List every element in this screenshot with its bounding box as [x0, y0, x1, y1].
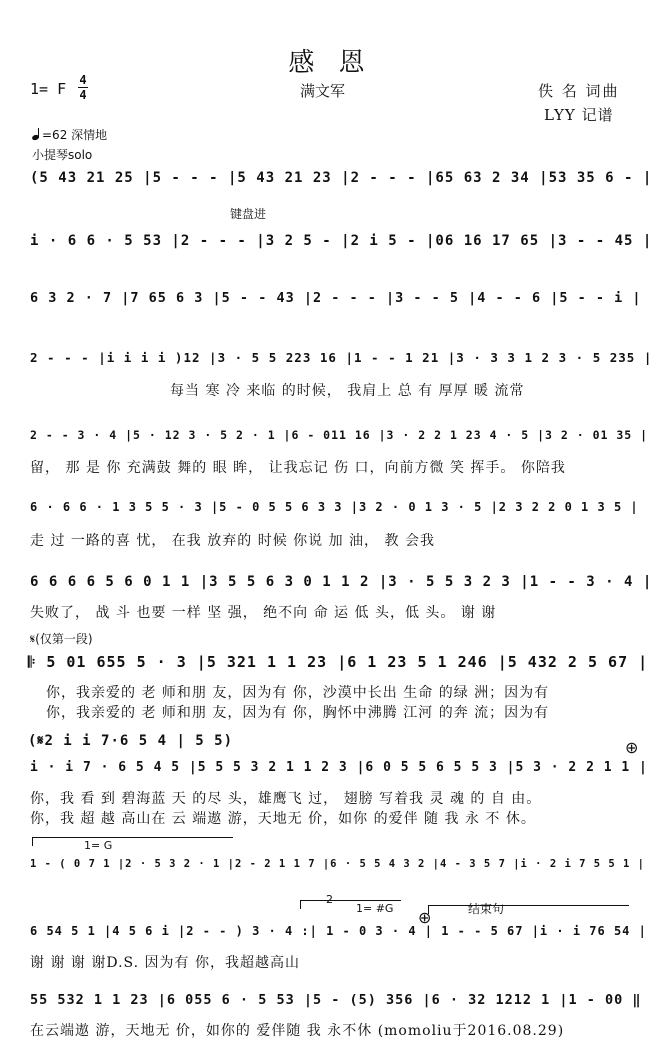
score-row-12-lyrics: 在云端遨 游，天地无 价，如你的 爱伴随 我 永不休 (momoliu于2016.08.29) [30, 1023, 565, 1039]
score-row-9-notes: i · i 7 · 6 5 4 5 |5 5 5 3 2 1 1 2 3 |6 0 5 5 6 5 5 3 |5 3 · 2 2 1 1 | [30, 760, 648, 775]
keyboard-in-note: 键盘进 [230, 207, 267, 221]
ending-bracket [428, 905, 629, 914]
segno-note: 𝄋(仅第一段) [30, 632, 93, 646]
volta-2-label: 2 [326, 893, 333, 906]
score-row-8-notes: 𝄆 5 01 655 5 · 3 |5 321 1 1 23 |6 1 23 5 1 246 |5 432 2 5 67 | [28, 653, 649, 671]
score-row-7-notes: 6 6 6 6 5 6 0 1 1 |3 5 5 6 3 0 1 1 2 |3 · 5 5 3 2 3 |1 - - 3 · 4 | [30, 574, 653, 590]
tempo-marking [32, 126, 107, 143]
quarter-note-icon [32, 128, 42, 140]
score-row-11-notes: 6 54 5 1 |4 5 6 i |2 - - ) 3 · 4 :| 1 - 0 3 · 4 | 1 - - 5 67 |i · i 76 54 | [30, 924, 647, 938]
tempo-text: =62 深情地 [42, 128, 108, 142]
coda-icon-ending: ⊕ [418, 908, 432, 927]
credit-lyrics-music: 佚 名 词曲 [538, 82, 620, 100]
volta-bracket-1 [32, 837, 233, 846]
score-row-4-notes: 2 - - - |i i i i )12 |3 · 5 5 223 16 |1 - - 1 21 |3 · 3 3 1 2 3 · 5 235 | [30, 350, 653, 365]
score-row-2-notes: i · 6 6 · 5 53 |2 - - - |3 2 5 - |2 i 5 - |06 16 17 65 |3 - - 45 | [30, 233, 653, 249]
credit-transcriber: LYY 记谱 [544, 106, 614, 124]
score-row-5-notes: 2 - - 3 · 4 |5 · 12 3 · 5 2 · 1 |6 - 011 16 |3 · 2 2 1 23 4 · 5 |3 2 · 01 35 | [30, 428, 649, 442]
score-row-3-notes: 6 3 2 · 7 |7 65 6 3 |5 - - 43 |2 - - - |3 - - 5 |4 - - 6 |5 - - i | [30, 290, 642, 306]
volta-1-label: 1= G [84, 839, 113, 852]
instrument-label: 小提琴solo [32, 148, 93, 162]
score-row-7-lyrics: 失败了， 战 斗 也要 一样 坚 强， 绝不向 命 运 低 头，低 头。 谢 谢 [30, 605, 497, 621]
song-title: 感 恩 [288, 48, 373, 78]
time-signature [78, 74, 88, 101]
score-row-12-notes: 55 532 1 1 23 |6 055 6 · 5 53 |5 - (5) 356 |6 · 32 1212 1 |1 - 00 ‖ [30, 992, 642, 1008]
score-row-8-lyrics-verse1: 你，我亲爱的 老 师和朋 友，因为有 你，沙漠中长出 生命 的绿 洲；因为有 [46, 685, 550, 701]
coda-icon: ⊕ [625, 738, 639, 757]
score-row-1-notes: (5 43 21 25 |5 - - - |5 43 21 23 |2 - - - |65 63 2 34 |53 35 6 - | [30, 170, 653, 186]
key-change-label: 1= #G [356, 902, 394, 915]
ending-label: 结束句 [468, 902, 505, 916]
score-row-6-notes: 6 · 6 6 · 1 3 5 5 · 3 |5 - 0 5 5 6 3 3 |3 2 · 0 1 3 · 5 |2 3 2 2 0 1 3 5 | [30, 500, 639, 514]
score-row-8-lyrics-verse2: 你，我亲爱的 老 师和朋 友，因为有 你，胸怀中沸腾 江河 的奔 流；因为有 [46, 705, 550, 721]
key-signature: 1= F [30, 80, 67, 98]
score-row-9-lyrics-verse2: 你，我 超 越 高山在 云 端遨 游，天地无 价，如你 的爱伴 随 我 永 不 休。 [30, 811, 536, 827]
performer: 满文军 [300, 82, 346, 100]
score-row-11-lyrics: 谢 谢 谢 谢D.S. 因为有 你，我超越高山 [30, 955, 300, 971]
score-row-5-lyrics: 留， 那 是 你 充满鼓 舞的 眼 眸， 让我忘记 伤 口，向前方微 笑 挥手。 你陪我 [30, 460, 566, 476]
score-row-9-lyrics-verse1: 你，我 看 到 碧海蓝 天 的尽 头，雄鹰飞 过， 翅膀 写着我 灵 魂 的 自 由。 [30, 791, 542, 807]
score-row-4-lyrics: 每当 寒 冷 来临 的时候， 我肩上 总 有 厚厚 暖 流常 [170, 383, 525, 399]
time-signature-top: 4 [79, 73, 87, 87]
segno-repeat-phrase: (𝄋2 i i 7·6 5 4 | 5 5) [28, 733, 234, 749]
score-row-10-notes: 1 - ( 0 7 1 |2 · 5 3 2 · 1 |2 - 2 1 1 7 |6 · 5 5 4 3 2 |4 - 3 5 7 |i · 2 i 7 5 5 1 | [30, 858, 646, 870]
segno-icon: 𝄋 [30, 632, 36, 646]
time-signature-bottom: 4 [79, 88, 87, 102]
score-row-6-lyrics: 走 过 一路的喜 忧， 在我 放弃的 时候 你说 加 油， 教 会我 [30, 533, 435, 549]
